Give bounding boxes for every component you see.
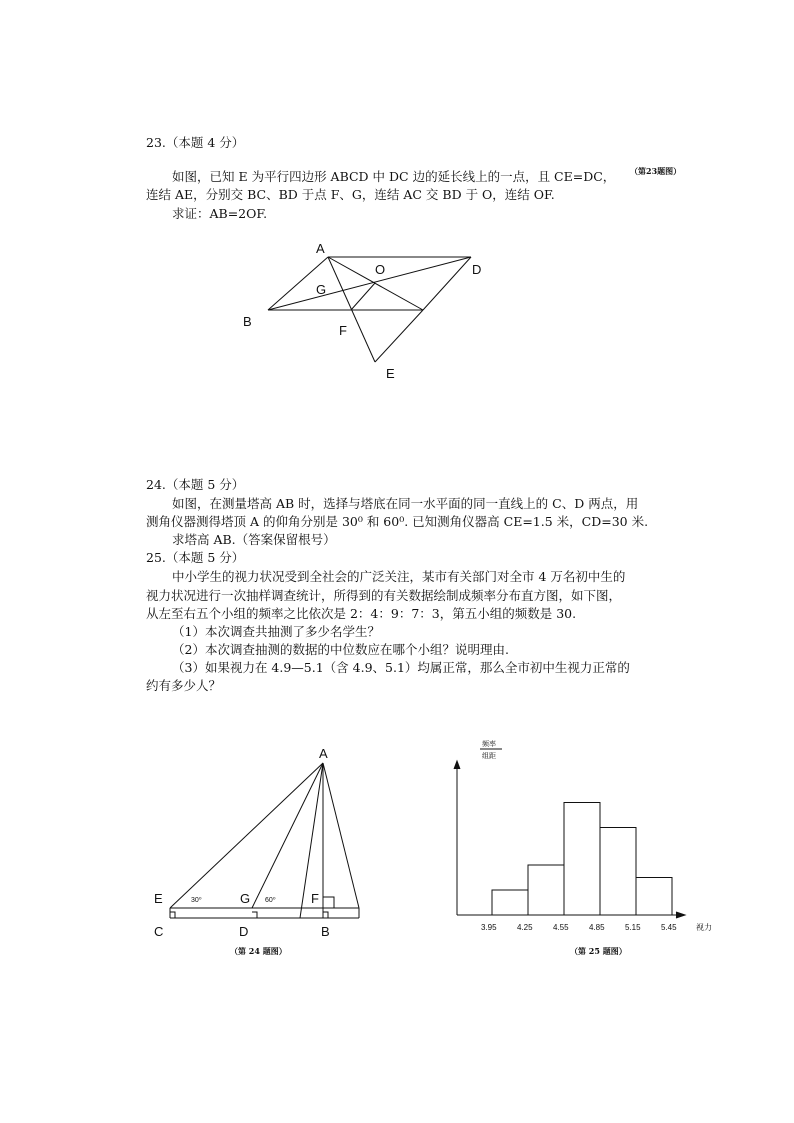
x-tick-label: 4.85 — [589, 923, 605, 932]
tower-label-f: F — [311, 891, 319, 906]
histogram-bar-5 — [636, 878, 672, 916]
q25-text-line2: 视力状况进行一次抽样调查统计，所得到的有关数据绘制成频率分布直方图，如下图， — [146, 588, 622, 603]
histogram-bar-1 — [492, 890, 528, 915]
histogram-bar-4 — [600, 828, 636, 916]
q23-text-line3: 求证：AB=2OF. — [172, 206, 268, 221]
x-tick-label: 4.25 — [517, 923, 533, 932]
ylabel-bottom: 组距 — [482, 753, 496, 760]
q24-header: 24.（本题 5 分） — [146, 477, 245, 492]
histogram-bar-2 — [528, 865, 564, 915]
q25-text-line1: 中小学生的视力状况受到全社会的广泛关注，某市有关部门对全市 4 万名初中生的 — [172, 569, 626, 584]
label-e: E — [386, 366, 395, 381]
q23-text-line2: 连结 AE，分别交 BC、BD 于点 F、G，连结 AC 交 BD 于 O，连结 OF. — [146, 187, 555, 202]
q25-fig-caption: （第 25 题图） — [570, 946, 627, 956]
q24-fig-caption: （第 24 题图） — [230, 946, 287, 956]
x-axis-arrow — [676, 912, 685, 918]
tower-label-a: A — [319, 746, 328, 761]
x-tick-label: 5.15 — [625, 923, 641, 932]
angle-label-30: 30⁰ — [191, 897, 202, 904]
xlabel: 视力 — [696, 923, 712, 932]
y-axis-arrow — [454, 761, 460, 769]
q25-sub-question-3-cont: 约有多少人？ — [146, 678, 222, 693]
q25-sub-question-3: （3）如果视力在 4.9—5.1（含 4.9、5.1）均属正常，那么全市初中生视力正常的 — [172, 660, 630, 675]
q25-sub-question-1: （1）本次调查共抽测了多少名学生？ — [172, 624, 380, 639]
q24-text-line2: 测角仪器测得塔顶 A 的仰角分别是 30⁰ 和 60⁰. 已知测角仪器高 CE=1.5 米，CD=30 米. — [146, 514, 649, 529]
tower-label-b: B — [321, 924, 330, 939]
x-tick-label: 5.45 — [661, 923, 677, 932]
tower-label-d: D — [239, 924, 249, 939]
x-tick-label: 4.55 — [553, 923, 569, 932]
q25-text-line3: 从左至右五个小组的频率之比依次是 2：4：9：7：3，第五小组的频数是 30. — [146, 606, 577, 621]
label-o: O — [375, 262, 386, 277]
q25-header: 25.（本题 5 分） — [146, 550, 245, 565]
q23-text-line1: 如图，已知 E 为平行四边形 ABCD 中 DC 边的延长线上的一点，且 CE=DC， — [172, 169, 616, 184]
tower-label-c: C — [154, 924, 164, 939]
histogram-bar-3 — [564, 803, 600, 916]
angle-label-60: 60⁰ — [265, 897, 276, 904]
x-tick-label: 3.95 — [481, 923, 497, 932]
ylabel-top: 频率 — [482, 741, 496, 748]
label-a: A — [316, 241, 325, 256]
tower-label-g: G — [240, 891, 251, 906]
q25-sub-question-2: （2）本次调查抽测的数据的中位数应在哪个小组？说明理由. — [172, 642, 509, 657]
tower-label-e: E — [154, 891, 163, 906]
label-b: B — [243, 314, 252, 329]
q23-header: 23.（本题 4 分） — [146, 135, 245, 150]
label-d: D — [472, 262, 482, 277]
q23-fig-caption: （第23题图） — [630, 166, 682, 176]
label-g: G — [316, 282, 327, 297]
q24-text-line1: 如图，在测量塔高 AB 时，选择与塔底在同一水平面的同一直线上的 C、D 两点，用 — [172, 496, 639, 511]
label-f: F — [339, 323, 347, 338]
q24-text-line3: 求塔高 AB.（答案保留根号） — [172, 532, 336, 547]
